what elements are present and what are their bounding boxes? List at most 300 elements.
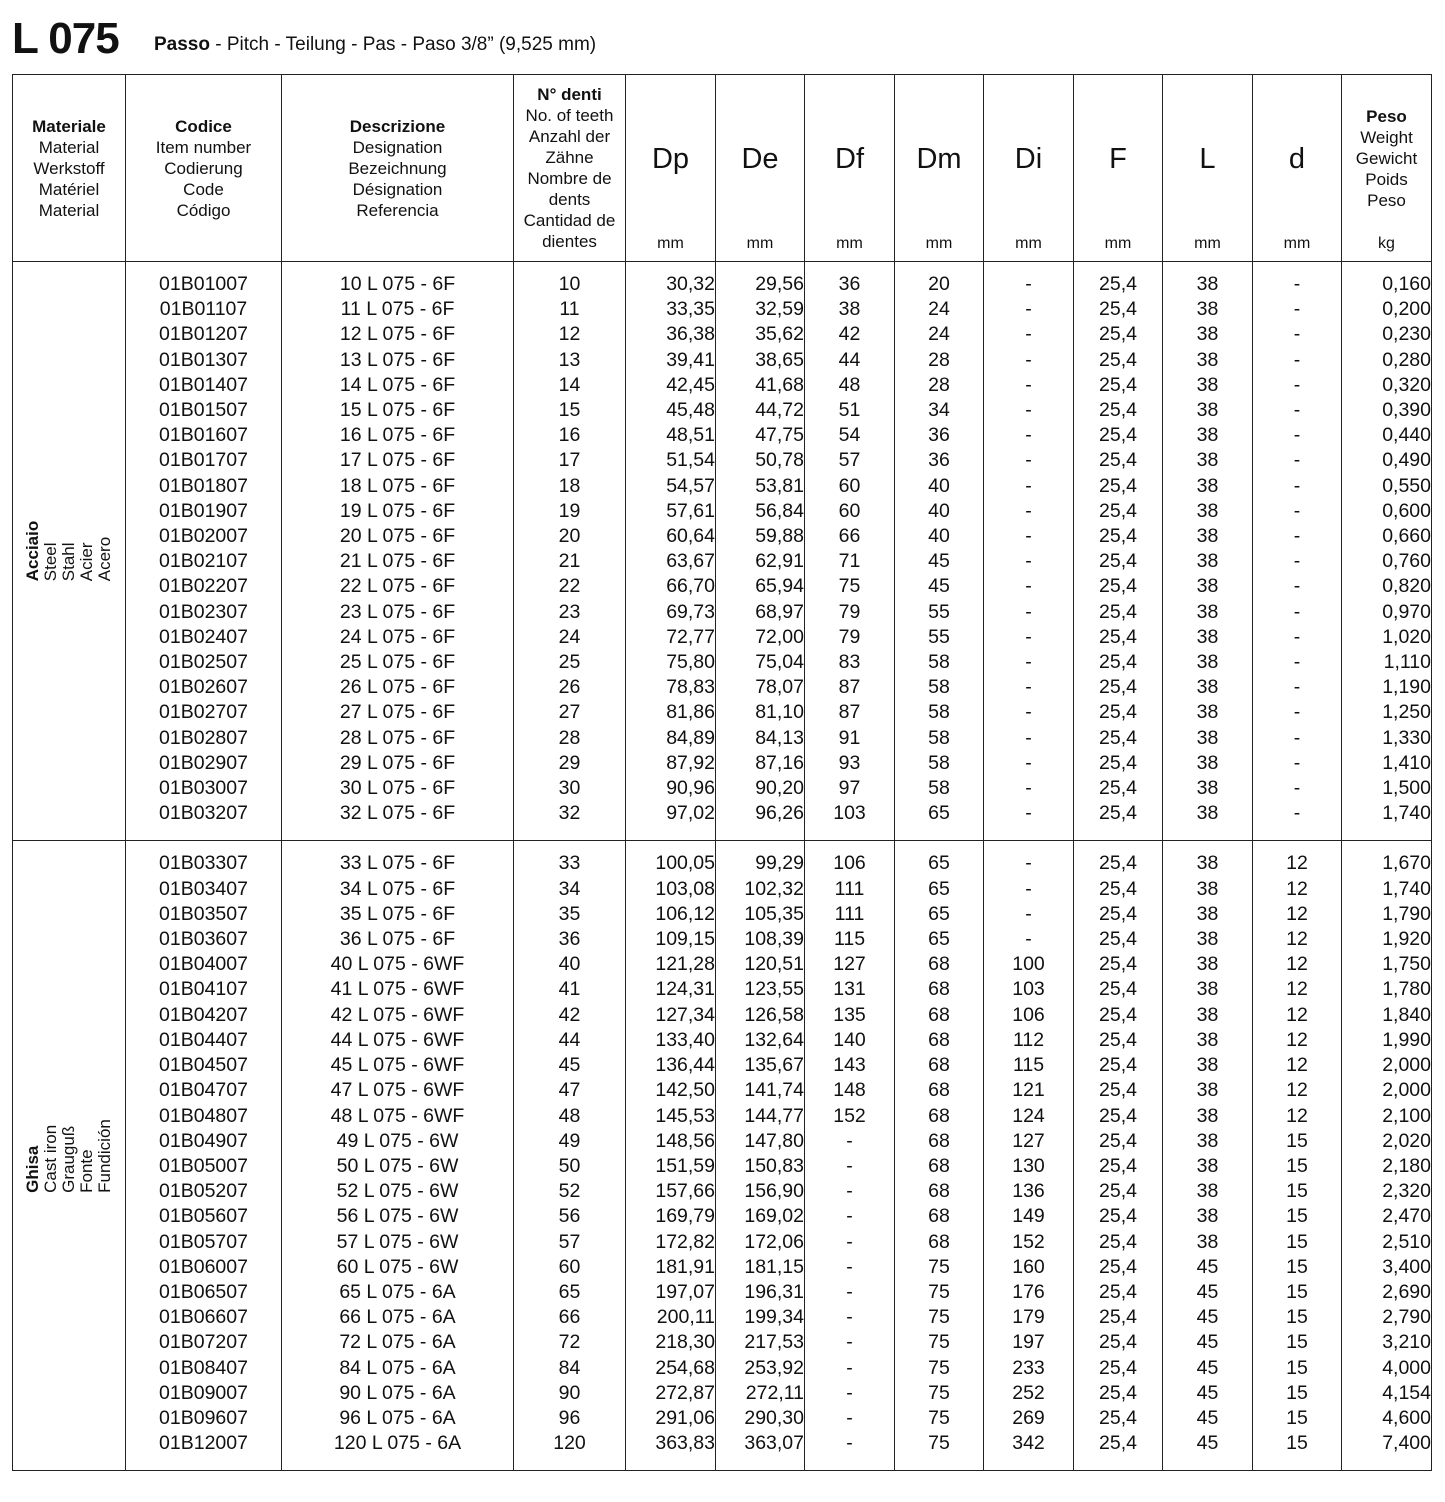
cell-teeth: 42: [514, 1003, 626, 1028]
cell-dp: 72,77: [626, 625, 716, 650]
cell-description: 22 L 075 - 6F: [282, 574, 514, 599]
cell-weight: 1,990: [1342, 1028, 1432, 1053]
cell-df: 60: [805, 499, 895, 524]
cell-l: 38: [1163, 1179, 1253, 1204]
header-material-line: Werkstoff: [33, 158, 105, 178]
cell-df: -: [805, 1179, 895, 1204]
cell-dm: 24: [895, 297, 984, 322]
cell-teeth: 15: [514, 398, 626, 423]
table-row: [13, 574, 1432, 599]
cell-dm: 75: [895, 1255, 984, 1280]
pitch-subtitle: [154, 34, 596, 56]
cell-f: 25,4: [1074, 1154, 1163, 1179]
cell-l: 38: [1163, 1104, 1253, 1129]
cell-dp: 48,51: [626, 423, 716, 448]
cell-de: 150,83: [716, 1154, 805, 1179]
cell-de: 50,78: [716, 448, 805, 473]
cell-code: 01B05207: [126, 1179, 282, 1204]
cell-description: 65 L 075 - 6A: [282, 1280, 514, 1305]
cell-d: -: [1253, 751, 1342, 776]
cell-f: 25,4: [1074, 1078, 1163, 1103]
cell-de: 87,16: [716, 751, 805, 776]
header-description-line: Bezeichnung: [348, 158, 447, 178]
header-code-line: Item number: [155, 137, 252, 157]
cell-teeth: 120: [514, 1431, 626, 1471]
cell-d: -: [1253, 700, 1342, 725]
cell-l: 38: [1163, 977, 1253, 1002]
cell-df: -: [805, 1230, 895, 1255]
cell-l: 38: [1163, 1204, 1253, 1229]
header-weight-line: Peso: [1367, 190, 1406, 210]
cell-code: 01B08407: [126, 1356, 282, 1381]
cell-di: -: [984, 348, 1074, 373]
header-teeth-line: Cantidad de: [523, 211, 616, 230]
header-l: [1163, 75, 1253, 262]
cell-de: 59,88: [716, 524, 805, 549]
cell-de: 38,65: [716, 348, 805, 373]
cell-weight: 2,000: [1342, 1053, 1432, 1078]
header-teeth-line: dents: [548, 190, 591, 209]
cell-l: 38: [1163, 1230, 1253, 1255]
header-material-line: Materiale: [32, 116, 106, 136]
cell-weight: 0,320: [1342, 373, 1432, 398]
cell-code: 01B01807: [126, 474, 282, 499]
cell-df: 66: [805, 524, 895, 549]
cell-df: -: [805, 1406, 895, 1431]
table-row: [13, 373, 1432, 398]
header-dp-unit: mm: [657, 235, 684, 252]
cell-f: 25,4: [1074, 625, 1163, 650]
cell-di: 130: [984, 1154, 1074, 1179]
cell-df: 87: [805, 700, 895, 725]
table-row: [13, 448, 1432, 473]
cell-di: -: [984, 448, 1074, 473]
cell-de: 144,77: [716, 1104, 805, 1129]
cell-f: 25,4: [1074, 322, 1163, 347]
cell-teeth: 30: [514, 776, 626, 801]
cell-f: 25,4: [1074, 574, 1163, 599]
cell-de: 56,84: [716, 499, 805, 524]
header-d-unit: mm: [1283, 235, 1311, 252]
cell-teeth: 47: [514, 1078, 626, 1103]
cell-teeth: 48: [514, 1104, 626, 1129]
header-de: [716, 75, 805, 262]
cell-d: 12: [1253, 1003, 1342, 1028]
cell-dm: 68: [895, 1104, 984, 1129]
cell-dp: 200,11: [626, 1305, 716, 1330]
table-row: [13, 625, 1432, 650]
table-row: [13, 549, 1432, 574]
cell-di: 121: [984, 1078, 1074, 1103]
cell-dm: 45: [895, 549, 984, 574]
cell-d: -: [1253, 625, 1342, 650]
cell-d: -: [1253, 650, 1342, 675]
cell-f: 25,4: [1074, 1280, 1163, 1305]
cell-teeth: 26: [514, 675, 626, 700]
cell-l: 45: [1163, 1280, 1253, 1305]
cell-de: 41,68: [716, 373, 805, 398]
cell-teeth: 23: [514, 600, 626, 625]
cell-d: -: [1253, 297, 1342, 322]
cell-d: 15: [1253, 1381, 1342, 1406]
cell-description: 57 L 075 - 6W: [282, 1230, 514, 1255]
cell-code: 01B02307: [126, 600, 282, 625]
cell-weight: 4,154: [1342, 1381, 1432, 1406]
cell-df: 36: [805, 262, 895, 298]
cell-d: -: [1253, 373, 1342, 398]
cell-code: 01B03407: [126, 877, 282, 902]
cell-dp: 197,07: [626, 1280, 716, 1305]
cell-l: 38: [1163, 600, 1253, 625]
cell-dm: 68: [895, 1230, 984, 1255]
cell-l: 45: [1163, 1406, 1253, 1431]
cell-teeth: 32: [514, 801, 626, 841]
cell-weight: 2,100: [1342, 1104, 1432, 1129]
cell-description: 48 L 075 - 6WF: [282, 1104, 514, 1129]
cell-l: 45: [1163, 1381, 1253, 1406]
cell-code: 01B02607: [126, 675, 282, 700]
cell-f: 25,4: [1074, 801, 1163, 841]
cell-weight: 1,740: [1342, 801, 1432, 841]
cell-di: -: [984, 423, 1074, 448]
header-material: [13, 75, 126, 262]
cell-de: 272,11: [716, 1381, 805, 1406]
cell-f: 25,4: [1074, 902, 1163, 927]
cell-description: 35 L 075 - 6F: [282, 902, 514, 927]
table-row: [13, 1053, 1432, 1078]
material-label-line: Fonte: [77, 1149, 96, 1193]
cell-l: 38: [1163, 625, 1253, 650]
material-label-line: Acier: [77, 542, 96, 582]
cell-dm: 68: [895, 1154, 984, 1179]
cell-df: 103: [805, 801, 895, 841]
cell-df: 111: [805, 902, 895, 927]
table-row: [13, 776, 1432, 801]
cell-teeth: 33: [514, 841, 626, 877]
cell-l: 38: [1163, 574, 1253, 599]
cell-l: 38: [1163, 952, 1253, 977]
table-row: [13, 1406, 1432, 1431]
cell-description: 19 L 075 - 6F: [282, 499, 514, 524]
cell-df: 91: [805, 726, 895, 751]
cell-di: -: [984, 927, 1074, 952]
cell-weight: 1,840: [1342, 1003, 1432, 1028]
cell-dm: 45: [895, 574, 984, 599]
cell-d: 12: [1253, 927, 1342, 952]
cell-weight: 1,780: [1342, 977, 1432, 1002]
cell-de: 65,94: [716, 574, 805, 599]
cell-di: -: [984, 801, 1074, 841]
cell-weight: 1,750: [1342, 952, 1432, 977]
cell-weight: 1,330: [1342, 726, 1432, 751]
cell-d: -: [1253, 549, 1342, 574]
cell-dm: 75: [895, 1280, 984, 1305]
cell-d: 15: [1253, 1431, 1342, 1471]
cell-teeth: 52: [514, 1179, 626, 1204]
header-df: [805, 75, 895, 262]
cell-code: 01B02907: [126, 751, 282, 776]
cell-teeth: 21: [514, 549, 626, 574]
cell-teeth: 72: [514, 1330, 626, 1355]
cell-l: 38: [1163, 297, 1253, 322]
cell-teeth: 90: [514, 1381, 626, 1406]
cell-d: 15: [1253, 1305, 1342, 1330]
cell-d: -: [1253, 262, 1342, 298]
cell-dp: 60,64: [626, 524, 716, 549]
table-row: [13, 398, 1432, 423]
cell-de: 156,90: [716, 1179, 805, 1204]
cell-df: -: [805, 1280, 895, 1305]
cell-dm: 68: [895, 1028, 984, 1053]
cell-description: 11 L 075 - 6F: [282, 297, 514, 322]
cell-teeth: 10: [514, 262, 626, 298]
table-row: [13, 726, 1432, 751]
cell-description: 26 L 075 - 6F: [282, 675, 514, 700]
cell-dp: 142,50: [626, 1078, 716, 1103]
cell-teeth: 20: [514, 524, 626, 549]
cell-weight: 0,970: [1342, 600, 1432, 625]
cell-teeth: 96: [514, 1406, 626, 1431]
cell-d: 12: [1253, 902, 1342, 927]
cell-di: 136: [984, 1179, 1074, 1204]
cell-dm: 28: [895, 348, 984, 373]
cell-dp: 42,45: [626, 373, 716, 398]
header-code-line: Code: [183, 179, 224, 199]
cell-de: 108,39: [716, 927, 805, 952]
table-row: [13, 977, 1432, 1002]
cell-df: 131: [805, 977, 895, 1002]
cell-de: 363,07: [716, 1431, 805, 1471]
cell-d: 15: [1253, 1280, 1342, 1305]
cell-teeth: 24: [514, 625, 626, 650]
cell-dp: 51,54: [626, 448, 716, 473]
table-row: [13, 841, 1432, 877]
header-material-line: Matériel: [38, 179, 100, 199]
cell-code: 01B01707: [126, 448, 282, 473]
cell-d: -: [1253, 474, 1342, 499]
cell-d: 15: [1253, 1356, 1342, 1381]
cell-df: 60: [805, 474, 895, 499]
cell-dm: 36: [895, 448, 984, 473]
cell-di: 152: [984, 1230, 1074, 1255]
cell-de: 35,62: [716, 322, 805, 347]
cell-weight: 1,110: [1342, 650, 1432, 675]
cell-description: 40 L 075 - 6WF: [282, 952, 514, 977]
cell-dm: 58: [895, 675, 984, 700]
cell-dm: 68: [895, 952, 984, 977]
cell-dm: 68: [895, 1204, 984, 1229]
cell-code: 01B04907: [126, 1129, 282, 1154]
cell-d: 12: [1253, 1028, 1342, 1053]
cell-description: 34 L 075 - 6F: [282, 877, 514, 902]
cell-dp: 81,86: [626, 700, 716, 725]
cell-dm: 75: [895, 1330, 984, 1355]
header-material-line: Material: [38, 137, 100, 157]
cell-dp: 69,73: [626, 600, 716, 625]
table-row: [13, 1129, 1432, 1154]
cell-df: -: [805, 1204, 895, 1229]
cell-code: 01B09007: [126, 1381, 282, 1406]
cell-dp: 57,61: [626, 499, 716, 524]
cell-de: 135,67: [716, 1053, 805, 1078]
cell-di: -: [984, 499, 1074, 524]
table-row: [13, 927, 1432, 952]
cell-dp: 148,56: [626, 1129, 716, 1154]
header-df-symbol: Df: [835, 143, 864, 175]
table-row: [13, 675, 1432, 700]
header-teeth-line: Zähne: [545, 148, 594, 167]
cell-dp: 363,83: [626, 1431, 716, 1471]
cell-de: 123,55: [716, 977, 805, 1002]
cast-iron-group: [13, 841, 1432, 1471]
header-l-unit: mm: [1194, 235, 1221, 252]
cell-de: 96,26: [716, 801, 805, 841]
cell-code: 01B05607: [126, 1204, 282, 1229]
cell-weight: 0,600: [1342, 499, 1432, 524]
cell-teeth: 50: [514, 1154, 626, 1179]
cell-f: 25,4: [1074, 474, 1163, 499]
table-row: [13, 801, 1432, 841]
cell-de: 172,06: [716, 1230, 805, 1255]
material-label: [24, 1119, 114, 1193]
table-row: [13, 1078, 1432, 1103]
cell-de: 32,59: [716, 297, 805, 322]
cell-f: 25,4: [1074, 977, 1163, 1002]
cell-code: 01B06607: [126, 1305, 282, 1330]
cell-di: 149: [984, 1204, 1074, 1229]
material-cell: [13, 841, 126, 1471]
table-row: [13, 322, 1432, 347]
cell-dp: 75,80: [626, 650, 716, 675]
table-row: [13, 423, 1432, 448]
cell-description: 52 L 075 - 6W: [282, 1179, 514, 1204]
cell-de: 181,15: [716, 1255, 805, 1280]
table-row: [13, 1104, 1432, 1129]
cell-dm: 36: [895, 423, 984, 448]
cell-dm: 34: [895, 398, 984, 423]
cell-description: 49 L 075 - 6W: [282, 1129, 514, 1154]
cell-description: 66 L 075 - 6A: [282, 1305, 514, 1330]
cell-d: -: [1253, 499, 1342, 524]
cell-description: 29 L 075 - 6F: [282, 751, 514, 776]
cell-teeth: 28: [514, 726, 626, 751]
cell-dp: 103,08: [626, 877, 716, 902]
cell-teeth: 16: [514, 423, 626, 448]
cell-de: 72,00: [716, 625, 805, 650]
cell-de: 147,80: [716, 1129, 805, 1154]
cell-code: 01B03307: [126, 841, 282, 877]
cell-df: 111: [805, 877, 895, 902]
cell-dm: 75: [895, 1406, 984, 1431]
cell-dm: 68: [895, 1053, 984, 1078]
cell-code: 01B04707: [126, 1078, 282, 1103]
cell-di: -: [984, 675, 1074, 700]
cell-teeth: 60: [514, 1255, 626, 1280]
cell-di: 269: [984, 1406, 1074, 1431]
cell-description: 10 L 075 - 6F: [282, 262, 514, 298]
cell-l: 38: [1163, 675, 1253, 700]
cell-di: 197: [984, 1330, 1074, 1355]
cell-di: -: [984, 751, 1074, 776]
cell-dm: 55: [895, 625, 984, 650]
header-de-unit: mm: [746, 235, 774, 252]
cell-de: 141,74: [716, 1078, 805, 1103]
cell-dp: 181,91: [626, 1255, 716, 1280]
cell-dm: 75: [895, 1305, 984, 1330]
cell-dm: 28: [895, 373, 984, 398]
cell-code: 01B02507: [126, 650, 282, 675]
cell-di: 342: [984, 1431, 1074, 1471]
cell-d: 15: [1253, 1129, 1342, 1154]
cell-description: 25 L 075 - 6F: [282, 650, 514, 675]
cell-d: 15: [1253, 1154, 1342, 1179]
cell-description: 45 L 075 - 6WF: [282, 1053, 514, 1078]
cell-weight: 1,740: [1342, 877, 1432, 902]
cell-di: -: [984, 841, 1074, 877]
cell-code: 01B03207: [126, 801, 282, 841]
cell-l: 38: [1163, 776, 1253, 801]
cell-teeth: 35: [514, 902, 626, 927]
cell-code: 01B12007: [126, 1431, 282, 1471]
cell-teeth: 84: [514, 1356, 626, 1381]
header-weight-line: Weight: [1360, 127, 1413, 147]
cell-teeth: 36: [514, 927, 626, 952]
cell-f: 25,4: [1074, 1381, 1163, 1406]
cell-di: 176: [984, 1280, 1074, 1305]
cell-dp: 90,96: [626, 776, 716, 801]
material-label-line: Fundición: [95, 1119, 114, 1193]
header-teeth: [514, 75, 626, 262]
cell-di: -: [984, 474, 1074, 499]
cell-weight: 3,400: [1342, 1255, 1432, 1280]
cell-code: 01B02707: [126, 700, 282, 725]
cell-description: 72 L 075 - 6A: [282, 1330, 514, 1355]
cell-code: 01B02207: [126, 574, 282, 599]
cell-l: 38: [1163, 726, 1253, 751]
cell-dp: 127,34: [626, 1003, 716, 1028]
header-teeth-lines: [514, 84, 625, 252]
cell-f: 25,4: [1074, 726, 1163, 751]
cell-f: 25,4: [1074, 1431, 1163, 1471]
table-row: [13, 297, 1432, 322]
cell-d: -: [1253, 348, 1342, 373]
cell-f: 25,4: [1074, 1179, 1163, 1204]
cell-l: 38: [1163, 700, 1253, 725]
cell-description: 96 L 075 - 6A: [282, 1406, 514, 1431]
header-weight-unit: kg: [1378, 235, 1395, 252]
cell-l: 38: [1163, 322, 1253, 347]
cell-df: -: [805, 1129, 895, 1154]
cell-weight: 2,510: [1342, 1230, 1432, 1255]
cell-f: 25,4: [1074, 1330, 1163, 1355]
cell-weight: 0,230: [1342, 322, 1432, 347]
cell-dp: 33,35: [626, 297, 716, 322]
cell-weight: 2,320: [1342, 1179, 1432, 1204]
cell-code: 01B01507: [126, 398, 282, 423]
material-label-line: Acciaio: [23, 520, 42, 582]
header-df-unit: mm: [836, 235, 863, 252]
cell-d: 12: [1253, 977, 1342, 1002]
cell-dp: 39,41: [626, 348, 716, 373]
cell-df: 79: [805, 625, 895, 650]
cell-description: 12 L 075 - 6F: [282, 322, 514, 347]
cell-l: 38: [1163, 448, 1253, 473]
cell-teeth: 45: [514, 1053, 626, 1078]
pitch-value: - Pitch - Teilung - Pas - Paso 3/8” (9,525 mm): [209, 34, 597, 55]
header-teeth-line: dientes: [542, 232, 597, 251]
cell-l: 38: [1163, 1129, 1253, 1154]
cell-description: 23 L 075 - 6F: [282, 600, 514, 625]
